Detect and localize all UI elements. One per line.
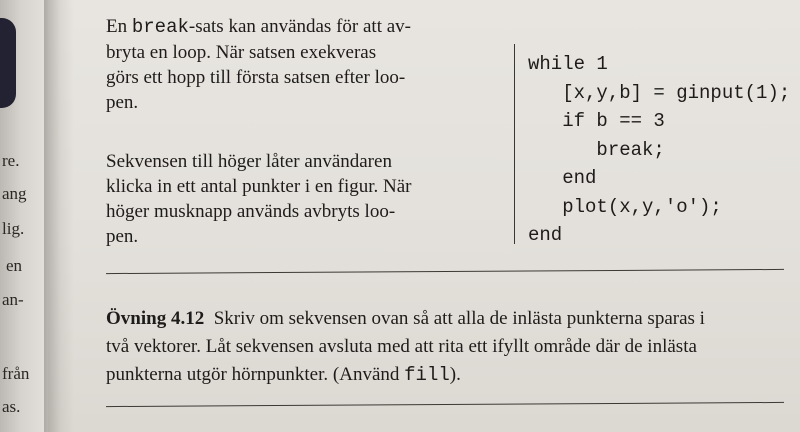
facing-page-fragment: as.	[2, 397, 21, 416]
text-line: pen.	[106, 92, 139, 113]
exercise-title: Övning 4.12	[106, 308, 205, 329]
text-line: höger musknapp används avbryts loo-	[106, 201, 396, 222]
code-line: plot(x,y,'o');	[528, 195, 722, 218]
exercise-4-12	[106, 305, 786, 389]
code-line: while 1	[528, 53, 608, 75]
text-line: Övning 4.12 Skriv om sekvensen ovan så att alla de inlästa punkterna sparas i	[106, 308, 705, 329]
inline-code-fill: fill	[404, 364, 450, 386]
text-line: klicka in ett antal punkter i en figur. När	[106, 176, 412, 197]
code-line: end	[528, 167, 597, 189]
facing-page-fragment: en	[6, 256, 23, 275]
facing-page-fragment: re.	[2, 151, 20, 170]
inline-code-break: break	[131, 16, 189, 38]
chapter-tab-marker	[0, 18, 16, 108]
facing-page-fragment: lig.	[2, 219, 25, 238]
code-line: break;	[528, 138, 665, 161]
text-line: två vektorer. Låt sekvensen avsluta med att rita ett ifyllt område där de inlästa	[106, 336, 697, 357]
text-line: bryta en loop. När satsen exekveras	[106, 42, 377, 63]
code-listing-rule	[514, 44, 515, 244]
text-line: Sekvensen till höger låter användaren	[106, 151, 392, 172]
facing-page-fragment: från	[2, 364, 30, 383]
code-line: end	[528, 224, 563, 246]
code-line: [x,y,b] = ginput(1);	[528, 81, 791, 104]
facing-page-fragment: an-	[2, 290, 24, 309]
text-line: En break-sats kan användas för att av-	[106, 16, 411, 38]
text-line: punkterna utgör hörnpunkter. (Använd fill).	[106, 364, 461, 386]
text-line: görs ett hopp till första satsen efter loo-	[106, 67, 406, 88]
facing-page-fragment: ang	[2, 184, 27, 203]
binding-shadow	[44, 0, 74, 432]
paragraph-break-statement	[106, 14, 466, 115]
text-line: pen.	[106, 226, 139, 247]
code-line: if b == 3	[528, 110, 665, 132]
code-listing	[528, 50, 790, 250]
paragraph-sequence-description	[106, 149, 466, 249]
